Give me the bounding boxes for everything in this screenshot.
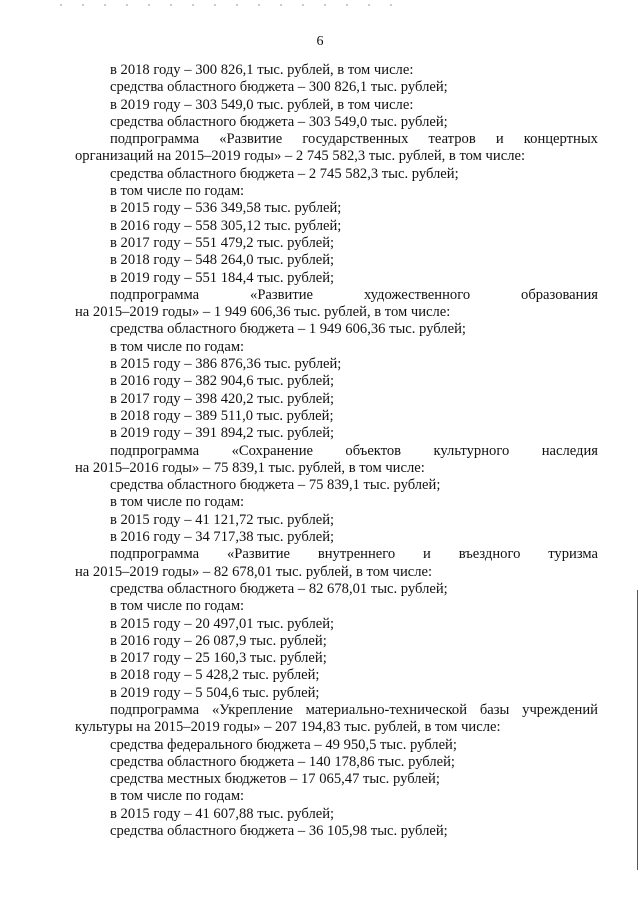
text-line: в 2016 году – 26 087,9 тыс. рублей; [110,632,327,649]
paragraph-continuation-line: на 2015–2019 годы» – 1 949 606,36 тыс. рублей, в том числе: [75,304,451,321]
text-line: средства областного бюджета – 36 105,98 тыс. рублей; [110,823,448,840]
text-line: в 2015 году – 20 497,01 тыс. рублей; [110,615,335,632]
text-line: в 2015 году – 41 607,88 тыс. рублей; [110,805,335,822]
word: туризма [548,546,598,563]
word: и [495,131,504,148]
paragraph-first-line [75,131,598,148]
text-line: в том числе по годам: [110,788,245,805]
word: «Развитие [219,131,283,148]
word: «Развитие [226,546,290,563]
text-line: в 2018 году – 300 826,1 тыс. рублей, в том числе: [110,62,414,78]
text-line: средства областного бюджета – 300 826,1 тыс. рублей; [110,79,448,96]
scan-artifact [60,4,400,6]
text-line: в 2016 году – 34 717,38 тыс. рублей; [110,529,335,546]
paragraph-first-line [75,546,598,563]
paragraph-continuation-line: на 2015–2016 годы» – 75 839,1 тыс. рублей, в том числе: [75,459,425,476]
text-line: в 2019 году – 551 184,4 тыс. рублей; [110,269,335,286]
word: театров [428,131,476,148]
word: базы [479,701,510,718]
word: «Укрепление [211,701,293,718]
text-line: в 2016 году – 558 305,12 тыс. рублей; [110,217,342,234]
paragraph-first-line [75,702,598,719]
scan-edge-line [637,590,638,870]
word: внутреннего [317,546,396,563]
paragraph-continuation-line: на 2015–2019 годы» – 82 678,01 тыс. рублей, в том числе: [75,563,433,580]
document-body [75,62,598,840]
word: подпрограмма [110,442,200,459]
word: объектов [345,442,402,459]
text-line: средства областного бюджета – 303 549,0 тыс. рублей; [110,113,448,130]
word: подпрограмма [110,701,200,718]
word: подпрограмма [110,286,200,303]
word: художественного [363,286,471,303]
text-line: в 2015 году – 536 349,58 тыс. рублей; [110,200,342,217]
text-line: в том числе по годам: [110,598,245,615]
word: материально-технической [305,701,468,718]
text-line: в 2019 году – 391 894,2 тыс. рублей; [110,425,335,442]
text-line: в 2017 году – 25 160,3 тыс. рублей; [110,650,327,667]
word: образования [521,286,598,303]
text-line: средства областного бюджета – 75 839,1 тыс. рублей; [110,477,441,494]
text-line: в том числе по годам: [110,494,245,511]
word: культурного [433,442,510,459]
paragraph-first-line [75,287,598,304]
text-line: в том числе по годам: [110,183,245,200]
text-line: в 2018 году – 5 428,2 тыс. рублей; [110,667,320,684]
paragraph-continuation-line: организаций на 2015–2019 годы» – 2 745 582,3 тыс. рублей, в том числе: [75,148,526,165]
word: наследия [541,442,598,459]
word: въездного [458,546,521,563]
text-line: в 2015 году – 386 876,36 тыс. рублей; [110,356,342,373]
paragraph-first-line [75,443,598,460]
paragraph-continuation-line: культуры на 2015–2019 годы» – 207 194,83 тыс. рублей, в том числе: [75,719,501,736]
word: подпрограмма [110,131,200,148]
text-line: в 2016 году – 382 904,6 тыс. рублей; [110,373,335,390]
word: государственных [302,131,409,148]
word: «Развитие [250,286,314,303]
text-line: в 2019 году – 5 504,6 тыс. рублей; [110,684,320,701]
text-line: средства местных бюджетов – 17 065,47 тыс. рублей; [110,771,440,788]
word: учреждений [522,701,598,718]
text-line: в 2018 году – 548 264,0 тыс. рублей; [110,252,335,269]
text-line: в 2017 году – 398 420,2 тыс. рублей; [110,390,335,407]
word: подпрограмма [110,546,200,563]
word: концертных [523,131,598,148]
text-line: средства областного бюджета – 1 949 606,36 тыс. рублей; [110,321,466,338]
page-number: 6 [316,34,324,49]
text-line: в 2018 году – 389 511,0 тыс. рублей; [110,407,334,424]
text-line: в том числе по годам: [110,338,245,355]
text-line: средства областного бюджета – 140 178,86 тыс. рублей; [110,753,455,770]
word: и [423,546,431,563]
text-line: в 2019 году – 303 549,0 тыс. рублей, в том числе: [110,96,414,113]
text-line: средства областного бюджета – 82 678,01 тыс. рублей; [110,580,448,597]
text-line: средства федерального бюджета – 49 950,5 тыс. рублей; [110,736,457,753]
word: «Сохранение [231,442,313,459]
text-line: средства областного бюджета – 2 745 582,3 тыс. рублей; [110,165,459,182]
text-line: в 2017 году – 551 479,2 тыс. рублей; [110,234,335,251]
text-line: в 2015 году – 41 121,72 тыс. рублей; [110,511,335,528]
